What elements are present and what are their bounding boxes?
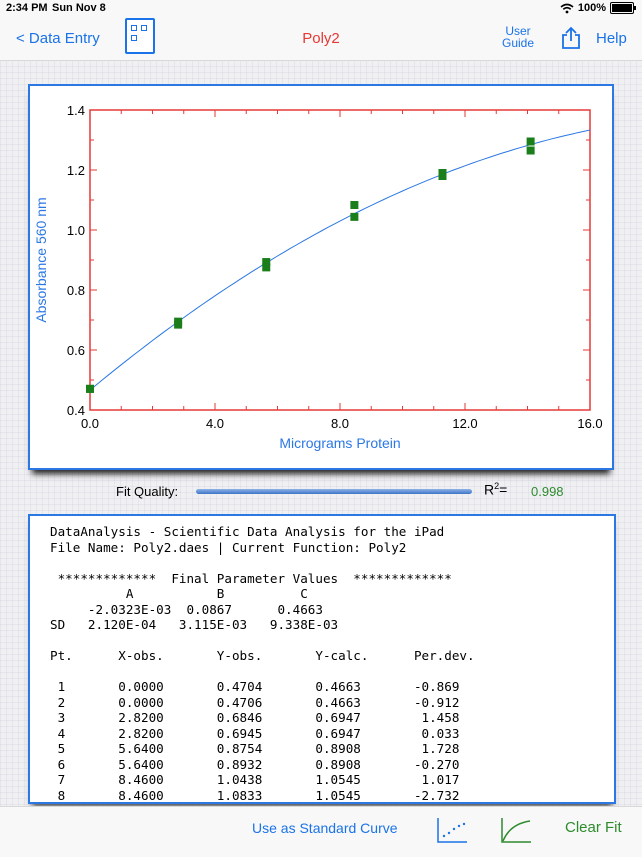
results-line: 5 5.6400 0.8754 0.8908 1.728 [50,741,460,756]
results-line: 3 2.8200 0.6846 0.6947 1.458 [50,710,460,725]
help-button[interactable]: Help [596,30,627,47]
back-button[interactable]: < Data Entry [16,30,100,47]
results-line: File Name: Poly2.daes | Current Function: Poly2 [50,539,407,555]
results-line [50,633,475,649]
r-squared-value: 0.998 [531,484,564,499]
results-line: 6 5.6400 0.8932 0.8908 -0.270 [50,756,460,772]
share-icon[interactable] [560,26,582,50]
fit-quality-bar[interactable] [196,489,472,494]
results-line: 1 0.0000 0.4704 0.4663 -0.869 [50,679,460,694]
y-tick-label: 0.8 [66,283,85,298]
r-squared-sup: 2 [494,481,500,491]
chart [30,86,612,468]
results-line: A B C [50,586,308,601]
x-tick-label: 16.0 [577,416,603,431]
results-line: Pt. X-obs. Y-obs. Y-calc. Per.dev. [50,648,475,663]
chart-plot [33,103,603,451]
results-line: -2.0323E-03 0.0867 0.4663 [50,601,323,617]
data-point [527,138,535,146]
results-line: 8 8.4600 1.0833 1.0545 -2.732 [50,787,460,803]
page-title: Poly2 [302,30,340,47]
r-squared-eq: = [499,481,508,498]
x-tick-label: 12.0 [452,416,478,431]
x-tick-label: 0.0 [80,416,100,431]
data-grid-icon[interactable] [125,18,155,54]
user-guide-line2: Guide [501,36,535,50]
x-tick-label: 8.0 [330,416,350,431]
y-axis-label: Absorbance 560 nm [33,197,49,323]
status-date: Sun Nov 8 [52,2,106,14]
y-tick-label: 1.0 [66,223,85,238]
battery-percent: 100% [577,2,606,14]
y-tick-label: 0.6 [66,343,85,358]
results-line: 7 8.4600 1.0438 1.0545 1.017 [50,772,460,787]
r-squared-r: R [484,481,495,498]
battery-level [612,4,632,12]
results-line: ************* Final Parameter Values ************* [50,570,452,586]
chart-panel [28,84,614,470]
results-line: 2 0.0000 0.4706 0.4663 -0.912 [50,694,460,710]
fit-curve [90,130,590,390]
status-time: 2:34 PM [6,2,48,14]
clear-fit-button[interactable]: Clear Fit [565,819,622,836]
results-text [50,524,475,803]
results-line: DataAnalysis - Scientific Data Analysis for the iPad [50,524,445,539]
results-text-panel[interactable] [28,514,616,804]
curve-fit-icon[interactable] [500,816,532,844]
data-point [350,201,358,209]
status-bar [0,0,642,18]
grid-cell-icon [141,25,147,31]
y-tick-label: 0.4 [66,403,85,418]
scatter-plot-icon[interactable] [436,816,468,844]
results-line: SD 2.120E-04 3.115E-03 9.338E-03 [50,617,339,632]
results-line [50,664,475,680]
user-guide-line1: User [505,24,531,38]
status-right [560,2,634,14]
y-tick-label: 1.4 [66,103,85,118]
nav-bar [0,18,642,61]
data-point [262,258,270,266]
y-tick-label: 1.2 [66,163,85,178]
r-squared-label [484,481,507,498]
data-point [527,147,535,155]
grid-cell-icon [131,35,137,41]
data-point [439,169,447,177]
data-point [174,318,182,326]
data-point [350,213,358,221]
use-as-standard-curve-button[interactable]: Use as Standard Curve [252,820,398,836]
battery-icon [610,2,634,14]
x-tick-label: 4.0 [205,416,225,431]
bottom-toolbar [0,806,642,857]
user-guide-button[interactable] [500,25,536,49]
data-point [86,385,94,393]
fit-quality-label: Fit Quality: [116,484,179,499]
results-line: 4 2.8200 0.6945 0.6947 0.033 [50,725,460,741]
x-axis-label: Micrograms Protein [279,435,401,451]
results-line [50,555,475,571]
grid-cell-icon [131,25,137,31]
plot-frame [90,110,590,410]
wifi-icon [560,3,574,14]
